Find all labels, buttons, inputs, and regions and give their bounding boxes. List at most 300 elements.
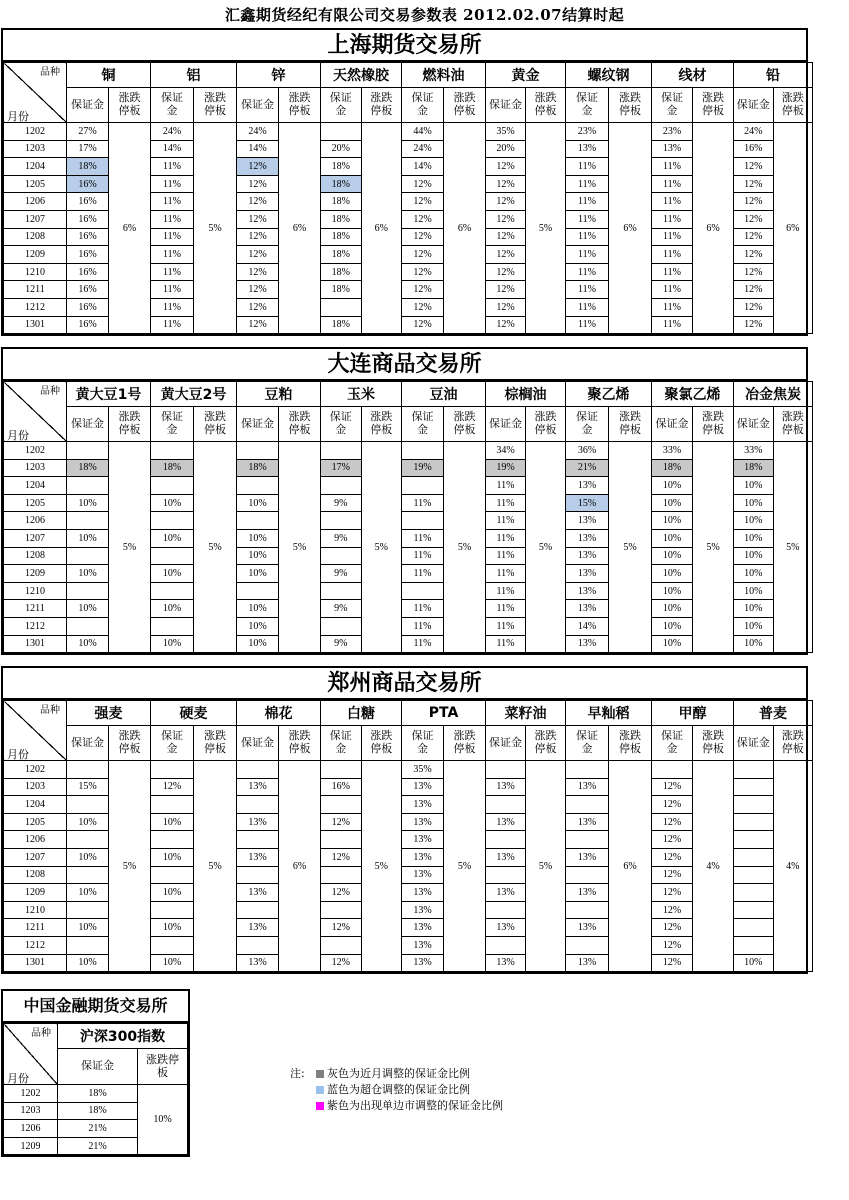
margin-header: 保证金 [734, 407, 774, 442]
margin-cell: 12% [734, 158, 774, 176]
month-cell: 1207 [4, 210, 67, 228]
margin-cell [486, 936, 526, 954]
margin-cell: 13% [486, 848, 526, 866]
margin-cell [566, 831, 609, 849]
month-cell: 1211 [4, 919, 67, 937]
margin-cell: 11% [486, 494, 526, 512]
margin-header: 保证金 [734, 88, 774, 123]
table-row [4, 761, 813, 779]
margin-cell: 11% [486, 617, 526, 635]
margin-cell: 11% [151, 316, 194, 334]
margin-cell: 12% [237, 281, 279, 299]
limit-cell: 6% [444, 123, 486, 334]
margin-cell: 16% [67, 246, 109, 264]
margin-cell: 12% [486, 298, 526, 316]
margin-cell: 18% [321, 158, 362, 176]
product-header: PTA [402, 701, 486, 726]
margin-cell: 12% [652, 796, 693, 814]
margin-header: 保证金 [237, 88, 279, 123]
margin-cell [734, 884, 774, 902]
margin-cell [237, 512, 279, 530]
month-label: 月份 [7, 429, 29, 442]
margin-cell: 11% [566, 193, 609, 211]
legend-item [290, 1082, 503, 1098]
margin-cell: 11% [486, 512, 526, 530]
margin-cell: 35% [486, 123, 526, 141]
margin-cell: 18% [151, 459, 194, 477]
product-header: 菜籽油 [486, 701, 566, 726]
margin-header: 保证金 [237, 407, 279, 442]
margin-cell: 11% [566, 228, 609, 246]
margin-cell [321, 582, 362, 600]
limit-cell: 10% [138, 1085, 188, 1155]
margin-cell: 13% [402, 884, 444, 902]
margin-cell: 11% [486, 582, 526, 600]
legend-text: 蓝色为超仓调整的保证金比例 [327, 1083, 470, 1096]
month-cell: 1204 [4, 796, 67, 814]
margin-cell [67, 582, 109, 600]
month-label: 月份 [7, 1072, 29, 1085]
margin-cell: 44% [402, 123, 444, 141]
margin-cell: 13% [237, 884, 279, 902]
margin-cell: 13% [402, 813, 444, 831]
margin-cell [321, 547, 362, 565]
margin-cell: 13% [566, 813, 609, 831]
product-header: 强麦 [67, 701, 151, 726]
czce-table [1, 666, 808, 974]
limit-cell: 5% [109, 442, 151, 653]
limit-header: 涨跌停板 [444, 407, 486, 442]
product-header: 硬麦 [151, 701, 237, 726]
variety-label: 品种 [40, 386, 60, 397]
product-header: 冶金焦炭 [734, 382, 813, 407]
margin-cell [734, 848, 774, 866]
margin-cell: 10% [151, 884, 194, 902]
legend-swatch-magenta [316, 1102, 324, 1110]
margin-cell [734, 901, 774, 919]
margin-cell: 12% [652, 884, 693, 902]
product-header: 燃料油 [402, 63, 486, 88]
margin-cell: 24% [402, 140, 444, 158]
margin-cell: 17% [321, 459, 362, 477]
month-cell: 1301 [4, 635, 67, 653]
margin-cell [321, 796, 362, 814]
margin-cell: 12% [486, 210, 526, 228]
margin-cell [237, 866, 279, 884]
margin-cell [67, 442, 109, 460]
limit-cell: 5% [444, 442, 486, 653]
margin-cell: 12% [486, 281, 526, 299]
limit-cell: 5% [609, 442, 652, 653]
margin-cell: 12% [237, 246, 279, 264]
limit-cell: 6% [361, 123, 402, 334]
margin-cell [486, 901, 526, 919]
margin-cell: 11% [652, 158, 693, 176]
margin-cell: 11% [652, 281, 693, 299]
margin-cell: 16% [321, 778, 362, 796]
month-cell: 1301 [4, 954, 67, 972]
margin-cell [652, 761, 693, 779]
margin-cell: 12% [734, 175, 774, 193]
margin-cell: 12% [237, 158, 279, 176]
margin-cell: 18% [58, 1085, 138, 1103]
limit-cell: 6% [109, 123, 151, 334]
margin-cell [237, 442, 279, 460]
margin-cell: 10% [734, 565, 774, 583]
month-cell: 1209 [4, 1137, 58, 1155]
margin-cell: 9% [321, 529, 362, 547]
margin-cell: 9% [321, 600, 362, 618]
limit-cell: 6% [773, 123, 813, 334]
margin-cell: 13% [566, 778, 609, 796]
table-row [4, 123, 813, 141]
exchange-name-cffex: 中国金融期货交易所 [3, 991, 188, 1023]
legend-item [290, 1098, 503, 1114]
margin-cell: 11% [652, 316, 693, 334]
margin-cell: 12% [486, 246, 526, 264]
margin-cell: 20% [486, 140, 526, 158]
margin-cell [67, 512, 109, 530]
month-cell: 1206 [4, 1120, 58, 1138]
margin-cell: 12% [486, 175, 526, 193]
margin-cell: 10% [151, 494, 194, 512]
month-cell: 1209 [4, 565, 67, 583]
margin-cell: 19% [402, 459, 444, 477]
margin-cell [67, 831, 109, 849]
margin-cell: 10% [652, 494, 693, 512]
margin-cell: 14% [237, 140, 279, 158]
margin-cell: 12% [237, 263, 279, 281]
month-cell: 1210 [4, 901, 67, 919]
month-cell: 1202 [4, 123, 67, 141]
margin-cell: 11% [566, 263, 609, 281]
margin-cell: 11% [151, 175, 194, 193]
margin-cell: 12% [402, 246, 444, 264]
margin-cell: 12% [402, 228, 444, 246]
variety-month-header [4, 63, 67, 123]
margin-cell: 11% [566, 316, 609, 334]
margin-cell: 10% [151, 919, 194, 937]
limit-cell: 5% [693, 442, 734, 653]
margin-cell: 11% [402, 600, 444, 618]
margin-cell: 14% [566, 617, 609, 635]
margin-cell: 12% [652, 919, 693, 937]
margin-cell: 12% [652, 866, 693, 884]
margin-cell: 18% [652, 459, 693, 477]
margin-cell [67, 866, 109, 884]
margin-cell: 23% [652, 123, 693, 141]
margin-cell: 10% [734, 635, 774, 653]
margin-cell [237, 761, 279, 779]
month-cell: 1206 [4, 831, 67, 849]
margin-header: 保证金 [151, 407, 194, 442]
limit-header: 涨跌停板 [526, 88, 566, 123]
margin-cell: 12% [486, 158, 526, 176]
product-header: 豆粕 [237, 382, 321, 407]
month-cell: 1204 [4, 477, 67, 495]
legend-note-label: 注: [290, 1067, 305, 1080]
limit-header: 涨跌停板 [109, 88, 151, 123]
margin-cell: 12% [237, 175, 279, 193]
margin-cell [321, 761, 362, 779]
limit-header: 涨跌停板 [609, 88, 652, 123]
margin-header: 保证金 [58, 1049, 138, 1085]
margin-cell [321, 442, 362, 460]
margin-cell: 11% [566, 175, 609, 193]
shfe-table [1, 28, 808, 336]
month-cell: 1205 [4, 813, 67, 831]
margin-cell: 10% [652, 477, 693, 495]
margin-cell [734, 813, 774, 831]
margin-cell [151, 617, 194, 635]
legend-swatch-blue [316, 1086, 324, 1094]
margin-cell: 12% [402, 175, 444, 193]
margin-cell: 18% [321, 175, 362, 193]
product-header: 甲醇 [652, 701, 734, 726]
product-header: 沪深300指数 [58, 1024, 188, 1049]
margin-cell: 16% [67, 193, 109, 211]
margin-cell: 12% [652, 901, 693, 919]
margin-cell: 18% [321, 228, 362, 246]
margin-cell: 13% [566, 547, 609, 565]
margin-cell: 13% [566, 140, 609, 158]
dce-table [1, 347, 808, 655]
margin-cell [67, 761, 109, 779]
margin-cell: 10% [67, 600, 109, 618]
margin-cell: 10% [734, 512, 774, 530]
margin-cell: 10% [652, 617, 693, 635]
margin-cell: 33% [734, 442, 774, 460]
margin-cell [321, 936, 362, 954]
margin-cell: 16% [67, 228, 109, 246]
limit-header: 涨跌停板 [773, 407, 813, 442]
margin-cell [486, 761, 526, 779]
margin-cell: 11% [652, 246, 693, 264]
margin-cell: 16% [67, 316, 109, 334]
margin-cell: 18% [67, 459, 109, 477]
margin-header: 保证金 [652, 726, 693, 761]
margin-cell [734, 796, 774, 814]
product-header: 豆油 [402, 382, 486, 407]
margin-cell: 11% [151, 210, 194, 228]
margin-cell: 11% [486, 529, 526, 547]
margin-cell: 11% [402, 529, 444, 547]
margin-cell: 12% [402, 298, 444, 316]
margin-cell [67, 901, 109, 919]
margin-header: 保证金 [67, 726, 109, 761]
margin-cell [237, 901, 279, 919]
margin-cell [151, 831, 194, 849]
month-label: 月份 [7, 110, 29, 123]
limit-header: 涨跌停板 [693, 726, 734, 761]
margin-cell: 11% [652, 175, 693, 193]
margin-cell [734, 919, 774, 937]
margin-cell: 12% [652, 954, 693, 972]
margin-cell [67, 547, 109, 565]
margin-cell [566, 936, 609, 954]
margin-cell: 18% [734, 459, 774, 477]
margin-cell: 13% [566, 582, 609, 600]
margin-cell: 15% [566, 494, 609, 512]
margin-cell: 10% [652, 635, 693, 653]
margin-cell [486, 796, 526, 814]
margin-cell: 16% [67, 263, 109, 281]
margin-cell: 10% [67, 884, 109, 902]
margin-cell: 13% [566, 954, 609, 972]
margin-cell: 10% [734, 477, 774, 495]
variety-month-header [4, 382, 67, 442]
margin-cell: 16% [67, 298, 109, 316]
margin-cell [486, 831, 526, 849]
margin-cell: 18% [321, 246, 362, 264]
margin-cell [402, 512, 444, 530]
margin-cell: 12% [486, 193, 526, 211]
margin-cell: 12% [734, 316, 774, 334]
product-header: 螺纹钢 [566, 63, 652, 88]
product-header: 聚氯乙烯 [652, 382, 734, 407]
limit-header: 涨跌停板 [361, 726, 402, 761]
limit-header: 涨跌停板 [444, 726, 486, 761]
margin-header: 保证金 [652, 88, 693, 123]
limit-cell: 5% [526, 123, 566, 334]
margin-cell: 10% [151, 529, 194, 547]
margin-cell [566, 796, 609, 814]
margin-cell [321, 901, 362, 919]
month-cell: 1202 [4, 442, 67, 460]
margin-cell: 18% [321, 263, 362, 281]
shfe-grid [3, 62, 813, 334]
margin-cell: 13% [566, 529, 609, 547]
month-cell: 1203 [4, 459, 67, 477]
margin-cell: 11% [151, 193, 194, 211]
month-cell: 1211 [4, 281, 67, 299]
limit-header: 涨跌停板 [773, 88, 813, 123]
margin-cell: 10% [151, 954, 194, 972]
page-title: 汇鑫期货经纪有限公司交易参数表 2012.02.07结算时起 [224, 6, 625, 24]
margin-cell [151, 761, 194, 779]
margin-cell [237, 936, 279, 954]
margin-cell: 10% [67, 494, 109, 512]
margin-cell [321, 477, 362, 495]
margin-header: 保证金 [67, 88, 109, 123]
margin-cell: 11% [486, 477, 526, 495]
margin-cell [402, 477, 444, 495]
margin-cell: 19% [486, 459, 526, 477]
margin-header: 保证金 [237, 726, 279, 761]
month-cell: 1203 [4, 778, 67, 796]
margin-cell: 24% [237, 123, 279, 141]
margin-cell: 21% [58, 1137, 138, 1155]
margin-cell: 12% [734, 263, 774, 281]
margin-cell: 11% [151, 246, 194, 264]
margin-cell [734, 761, 774, 779]
margin-cell: 27% [67, 123, 109, 141]
margin-cell: 23% [566, 123, 609, 141]
margin-cell: 11% [652, 263, 693, 281]
margin-cell: 10% [151, 635, 194, 653]
margin-cell: 35% [402, 761, 444, 779]
margin-cell [151, 936, 194, 954]
margin-cell: 11% [652, 298, 693, 316]
product-header: 铝 [151, 63, 237, 88]
margin-cell: 10% [237, 635, 279, 653]
margin-cell: 12% [402, 316, 444, 334]
limit-header: 涨跌停板 [109, 726, 151, 761]
month-cell: 1209 [4, 246, 67, 264]
product-header: 早籼稻 [566, 701, 652, 726]
margin-cell: 10% [67, 919, 109, 937]
month-cell: 1202 [4, 761, 67, 779]
margin-cell: 12% [652, 848, 693, 866]
margin-cell: 12% [237, 193, 279, 211]
limit-cell: 6% [279, 761, 321, 972]
margin-cell: 17% [67, 140, 109, 158]
limit-cell: 5% [526, 761, 566, 972]
margin-cell: 16% [67, 210, 109, 228]
czce-grid [3, 700, 813, 972]
exchange-name-dce: 大连商品交易所 [3, 349, 806, 381]
margin-cell [67, 617, 109, 635]
margin-cell: 10% [734, 582, 774, 600]
margin-cell: 15% [67, 778, 109, 796]
margin-cell [151, 796, 194, 814]
limit-header: 涨跌停板 [138, 1049, 188, 1085]
margin-cell: 12% [734, 281, 774, 299]
margin-cell [151, 582, 194, 600]
month-cell: 1210 [4, 263, 67, 281]
margin-header: 保证金 [402, 726, 444, 761]
margin-cell: 24% [734, 123, 774, 141]
limit-header: 涨跌停板 [609, 726, 652, 761]
limit-header: 涨跌停板 [279, 407, 321, 442]
margin-cell: 11% [402, 617, 444, 635]
margin-cell: 14% [402, 158, 444, 176]
variety-month-header [4, 1024, 58, 1085]
margin-cell: 12% [402, 281, 444, 299]
margin-cell [566, 761, 609, 779]
margin-cell: 12% [402, 193, 444, 211]
month-cell: 1211 [4, 600, 67, 618]
month-cell: 1203 [4, 140, 67, 158]
limit-header: 涨跌停板 [444, 88, 486, 123]
margin-header: 保证金 [486, 88, 526, 123]
month-cell: 1301 [4, 316, 67, 334]
margin-header: 保证金 [566, 726, 609, 761]
limit-cell: 5% [194, 761, 237, 972]
margin-cell: 14% [151, 140, 194, 158]
margin-header: 保证金 [67, 407, 109, 442]
margin-cell: 10% [734, 617, 774, 635]
variety-label: 品种 [31, 1028, 51, 1039]
margin-cell: 24% [151, 123, 194, 141]
margin-cell: 11% [566, 298, 609, 316]
margin-cell: 11% [402, 635, 444, 653]
margin-cell: 13% [486, 884, 526, 902]
margin-cell: 12% [237, 228, 279, 246]
margin-cell: 11% [652, 228, 693, 246]
margin-header: 保证金 [151, 88, 194, 123]
month-cell: 1202 [4, 1085, 58, 1103]
margin-cell [151, 442, 194, 460]
margin-cell: 11% [652, 210, 693, 228]
month-cell: 1207 [4, 529, 67, 547]
margin-cell: 12% [151, 778, 194, 796]
margin-cell: 9% [321, 635, 362, 653]
margin-cell: 16% [734, 140, 774, 158]
margin-header: 保证金 [734, 726, 774, 761]
margin-cell: 18% [321, 281, 362, 299]
margin-cell: 13% [402, 831, 444, 849]
